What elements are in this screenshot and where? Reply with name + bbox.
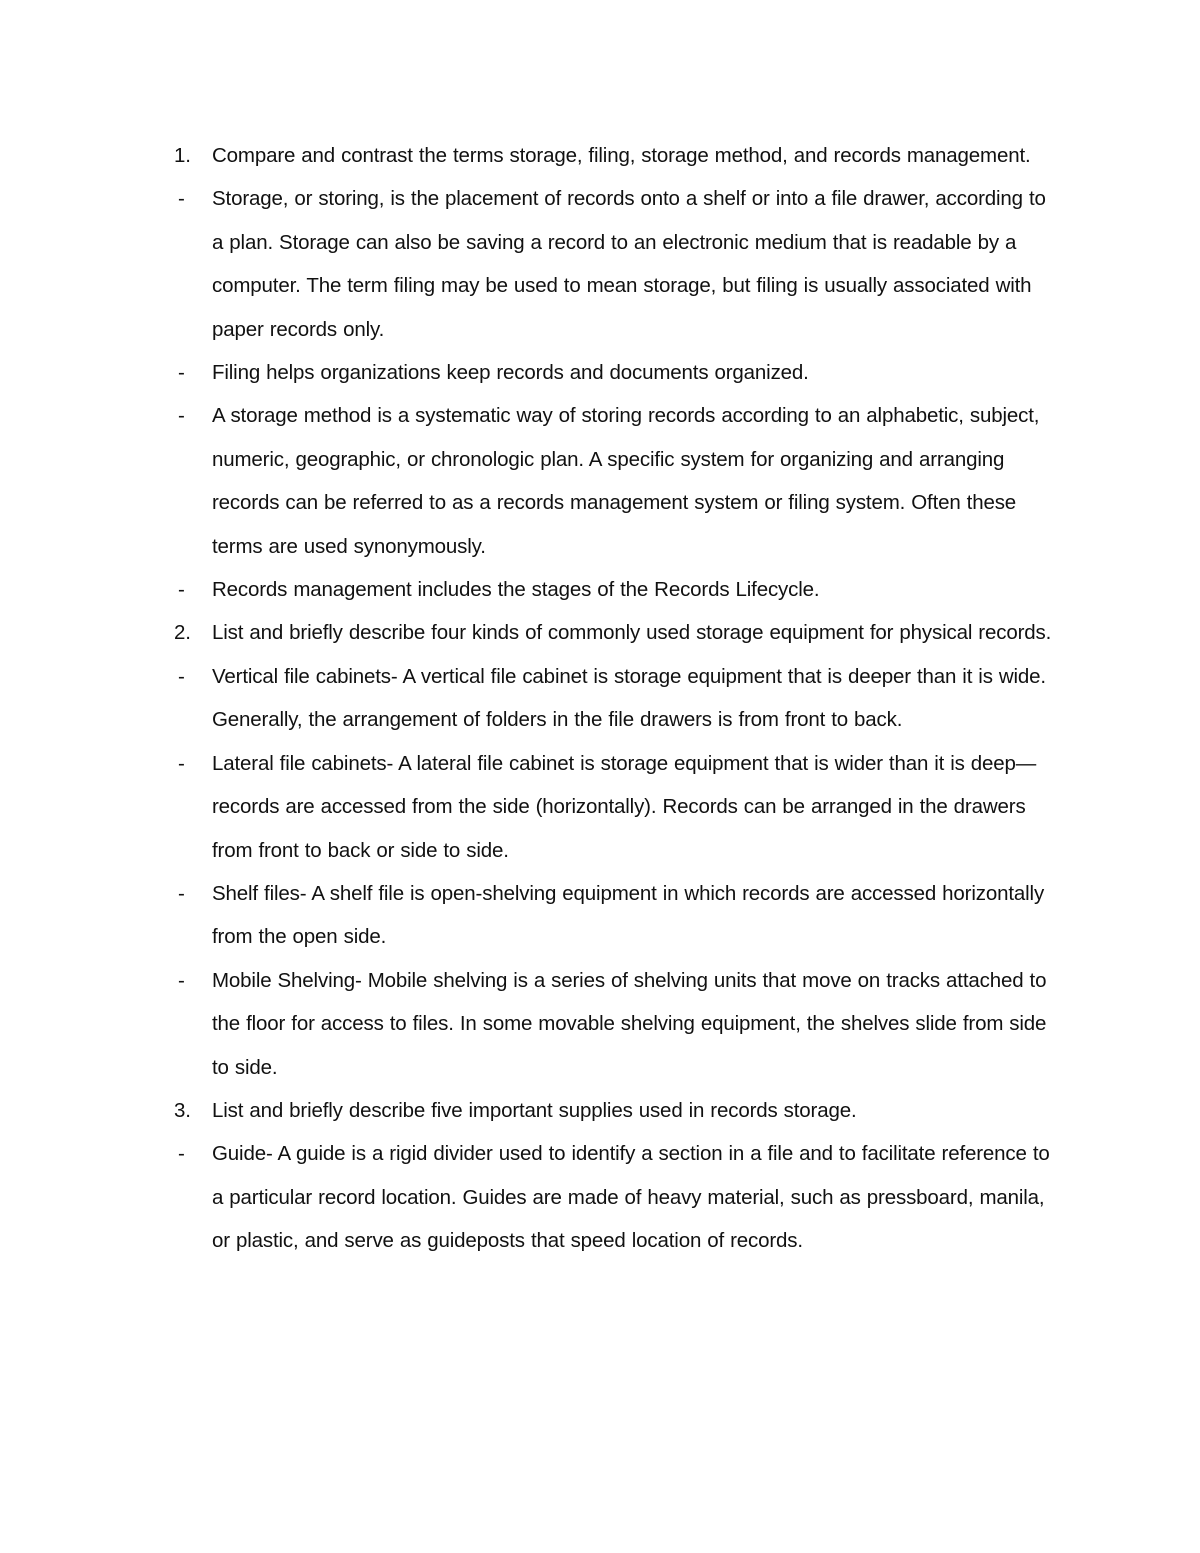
answer-text: A storage method is a systematic way of storing records according to an alphabetic, subject, numeric, geographic, or chronologic plan. A specific system for organizing and arranging records can be referred to as a records management system or filing system. Often these terms are used synonymously.: [212, 404, 1040, 558]
dash-bullet: -: [178, 968, 185, 992]
answer-text: Records management includes the stages of the Records Lifecycle.: [212, 578, 820, 602]
question-text: Compare and contrast the terms storage, filing, storage method, and records management.: [212, 144, 1031, 167]
list-number: 2.: [174, 621, 191, 645]
answer-text: Shelf files- A shelf file is open-shelving equipment in which records are accessed horizontally from the open side.: [212, 881, 1045, 949]
answer-item: [0, 177, 1060, 351]
answer-item: [0, 568, 1060, 611]
list-number: 1.: [174, 144, 191, 167]
answer-item: [0, 655, 1060, 742]
dash-bullet: -: [178, 881, 185, 905]
question-2: [0, 611, 1060, 654]
answer-item: [0, 1132, 1060, 1262]
answer-item: [0, 742, 1060, 872]
dash-bullet: -: [178, 664, 185, 688]
answer-text: Mobile Shelving- Mobile shelving is a series of shelving units that move on tracks attached to the floor for access to files. In some movable shelving equipment, the shelves slide from side to side.: [212, 968, 1047, 1079]
answer-item: [0, 872, 1060, 959]
question-1: [0, 134, 1060, 177]
dash-bullet: -: [178, 751, 185, 775]
answer-item: [0, 959, 1060, 1089]
dash-bullet: -: [178, 578, 185, 602]
answer-text: Lateral file cabinets- A lateral file cabinet is storage equipment that is wider than it is deep—records are accessed from the side (horizontally). Records can be arranged in the drawers from front to back or side to side.: [212, 751, 1037, 862]
answer-text: Guide- A guide is a rigid divider used to identify a section in a file and to facilitate reference to a particular record location. Guides are made of heavy material, such as pressboard, manila, or plastic, and serve as guideposts that speed location of records.: [212, 1142, 1050, 1253]
answer-item: [0, 351, 1060, 394]
list-number: 3.: [174, 1098, 191, 1122]
document-body: [0, 134, 1200, 1263]
answer-text: Filing helps organizations keep records and documents organized.: [212, 361, 809, 385]
question-3: [0, 1089, 1060, 1132]
dash-bullet: -: [178, 187, 185, 211]
dash-bullet: -: [178, 404, 185, 428]
answer-text: Vertical file cabinets- A vertical file cabinet is storage equipment that is deeper than it is wide. Generally, the arrangement of folders in the file drawers is from front to back.: [212, 664, 1046, 732]
dash-bullet: -: [178, 361, 185, 385]
question-text: List and briefly describe four kinds of commonly used storage equipment for physical records.: [212, 621, 1052, 645]
question-text: List and briefly describe five important supplies used in records storage.: [212, 1098, 857, 1122]
answer-item: [0, 394, 1060, 568]
dash-bullet: -: [178, 1142, 185, 1166]
answer-text: Storage, or storing, is the placement of records onto a shelf or into a file drawer, according to a plan. Storage can also be saving a record to an electronic medium that is readable by a computer. The term filing may be used to mean storage, but filing is usually associated with paper records only.: [212, 187, 1046, 341]
